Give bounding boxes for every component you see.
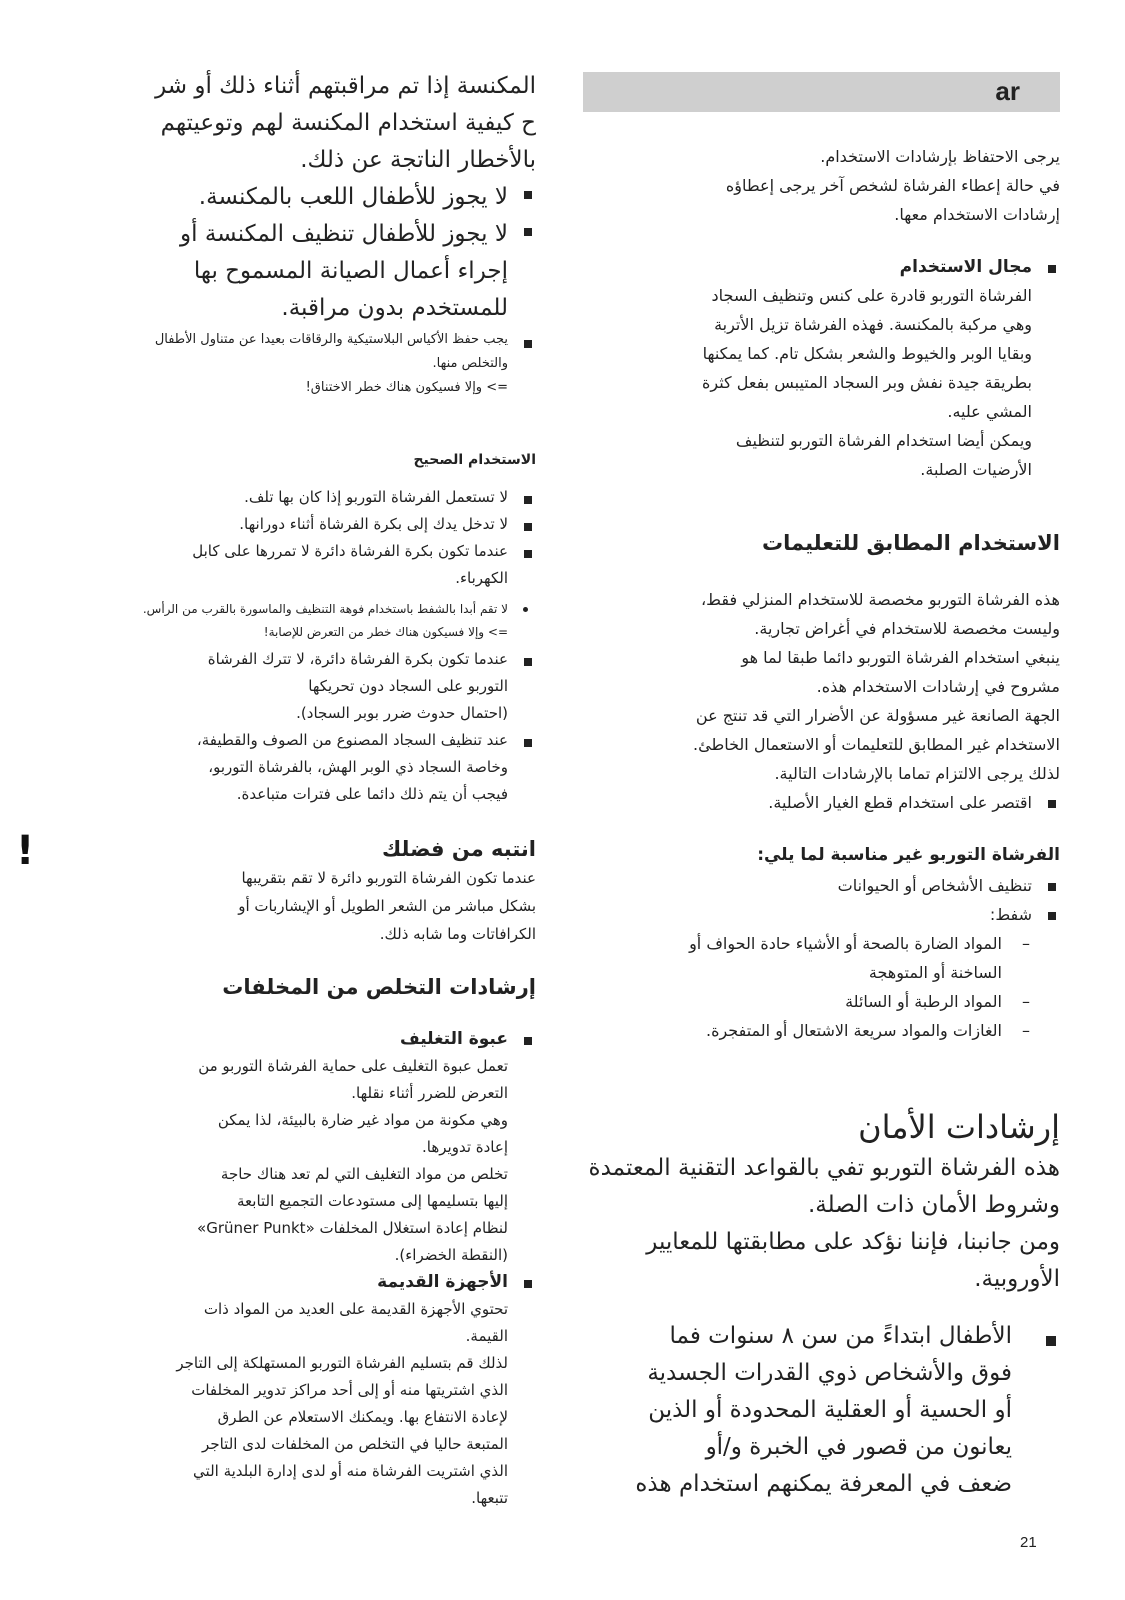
text-line: الذي اشتريت الفرشاة منه أو لدى إدارة البلدية التي [193,1462,508,1480]
text-line: إليها بتسليمها إلى مستودعات التجميع التابعة [237,1192,508,1210]
text-line: بشكل مباشر من الشعر الطويل أو الإيشاربات أو [238,897,536,915]
exclamation-icon: ! [16,828,35,874]
text-line: وبقايا الوبر والخيوط والشعر بشكل تام. كما يمكنها [702,344,1032,363]
packaging-text [60,1053,536,1269]
old-devices-text [60,1296,536,1512]
attention-section [16,828,536,948]
text-line: الفرشاة التوربو قادرة على كنس وتنظيف السجاد [711,286,1032,305]
text-line: الأطفال ابتداءً من سن ٨ سنوات فما [669,1323,1012,1349]
text-line: ينبغي استخدام الفرشاة التوربو دائما طبقا لما هو [741,648,1060,667]
bullet-item [60,538,536,592]
text-line: تعمل عبوة التغليف على حماية الفرشاة التوربو من [198,1057,508,1075]
text-line: الأوروبية. [974,1266,1060,1292]
correct-use-heading: الاستخدام الصحيح [413,452,536,468]
text-line: ضعف في المعرفة يمكنهم استخدام هذه [635,1471,1012,1497]
bullet-item [60,727,536,808]
text-line: التوربو على السجاد دون تحريكها [308,677,508,695]
text-line: عندما تكون بكرة الفرشاة دائرة، لا تترك الفرشاة [207,650,508,668]
language-code: ar [995,76,1020,106]
dash-item [583,929,1060,987]
text-line: فيجب أن يتم ذلك دائما على فترات متباعدة. [236,785,508,803]
text-line: إرشادات الاستخدام معها. [894,205,1060,224]
bullet-item [60,328,536,400]
old-devices-heading: الأجهزة القديمة [60,1268,536,1296]
bullet-item [60,646,536,727]
right-column [583,0,1060,1497]
text-line: وهي مكونة من مواد غير ضارة بالبيئة، لذا يمكن [217,1111,508,1129]
text-line: أو الحسية أو العقلية المحدودة أو الذين [648,1397,1012,1423]
text-line: لإعادة الانتفاع بها. ويمكنك الاستعلام عن الطرق [217,1408,508,1426]
proper-use-heading: الاستخدام المطابق للتعليمات [762,531,1060,555]
page-number: 21 [1020,1534,1037,1551]
text-line: المشي عليه. [947,402,1032,421]
safety-text [583,1150,1060,1298]
usage-scope-section [583,253,1060,484]
text-line: المتبعة حاليا في التخلص من المخلفات لدى التاجر [202,1435,508,1453]
bullet-item [60,216,536,327]
text-line: وخاصة السجاد ذي الوبر الهش، بالفرشاة التوربو، [208,758,508,776]
text-line: عندما تكون الفرشاة التوربو دائرة لا تقم بتقريبها [241,869,536,887]
packaging-heading: عبوة التغليف [60,1025,536,1053]
text-line: لا تقم أبدا بالشفط باستخدام فوهة التنظيف والماسورة بالقرب من الرأس. [142,602,508,616]
continuation-text [60,68,536,327]
text-line: الأرضيات الصلبة. [920,460,1032,479]
suction-note [60,598,536,644]
unsuitable-list [583,871,1060,1045]
text-line: بالأخطار الناتجة عن ذلك. [300,147,536,173]
safety-heading: إرشادات الأمان [858,1108,1060,1146]
attention-heading: انتبه من فضلك [381,837,536,861]
bullet-item: تنظيف الأشخاص أو الحيوانات [583,871,1060,900]
usage-scope-heading: مجال الاستخدام [583,253,1060,281]
usage-scope-text [583,281,1060,484]
proper-use-text [583,585,1060,817]
old-devices-section [60,1268,536,1512]
packaging-section [60,1025,536,1269]
warning-line: => وإلا فسيكون هناك خطر من التعرض للإصابة! [263,625,508,639]
text-line: لذلك قم بتسليم الفرشاة التوربو المستهلكة إلى التاجر [176,1354,508,1372]
text-line: عندما تكون بكرة الفرشاة دائرة لا تمررها على كابل [192,542,508,560]
text-line: تتبعها. [471,1489,508,1507]
text-line: وهي مركبة بالمكنسة. فهذه الفرشاة تزيل الأتربة [714,315,1032,334]
attention-text [60,864,536,948]
text-line: (النقطة الخضراء). [394,1246,508,1264]
text-line: مشروح في إرشادات الاستخدام هذه. [816,677,1060,696]
dash-item: – الغازات والمواد سريعة الاشتعال أو المتفجرة. [583,1016,1060,1045]
text-line: في حالة إعطاء الفرشاة لشخص آخر يرجى إعطاؤه [725,176,1060,195]
text-line: الكهرباء. [455,569,508,587]
text-line: إعادة تدويرها. [422,1138,508,1156]
text-line: بطريقة جيدة نفش وبر السجاد المتيبس بفعل كثرة [702,373,1032,392]
text-line: تحتوي الأجهزة القديمة على العديد من المواد ذات [203,1300,508,1318]
warning-line: => وإلا فسيكون هناك خطر الاختناق! [305,380,508,395]
text-line: القيمة. [465,1327,508,1345]
children-bullet [583,1318,1060,1503]
bullet-item: اقتصر على استخدام قطع الغيار الأصلية. [583,788,1060,817]
text-line: الكرافاتات وما شابه ذلك. [379,925,536,943]
correct-use-list [60,484,536,808]
text-line: الجهة الصانعة غير مسؤولة عن الأضرار التي قد تنتج عن [695,706,1060,725]
text-line: الذي اشتريتها منه أو إلى أحد مراكز تدوير المخلفات [191,1381,508,1399]
text-line: لذلك يرجى الالتزام تماما بالإرشادات التالية. [774,764,1060,783]
text-line: هذه الفرشاة التوربو تفي بالقواعد التقنية المعتمدة [588,1155,1060,1181]
text-line: الاستخدام غير المطابق للتعليمات أو الاستعمال الخاطئ. [693,735,1060,754]
text-line: – المواد الضارة بالصحة أو الأشياء حادة الحواف أو [689,934,1002,953]
text-line: إجراء أعمال الصيانة المسموح بها [193,258,508,284]
intro-paragraph [583,142,1060,229]
text-line: تخلص من مواد التغليف التي لم تعد هناك حاجة [220,1165,508,1183]
text-line: هذه الفرشاة التوربو مخصصة للاستخدام المنزلي فقط، [701,590,1060,609]
text-line: ح كيفية استخدام المكنسة لهم وتوعيتهم [160,110,536,136]
text-line: والتخلص منها. [432,356,508,371]
dash-item: – المواد الرطبة أو السائلة [583,987,1060,1016]
text-line: ويمكن أيضا استخدام الفرشاة التوربو لتنظيف [735,431,1032,450]
text-line: يرجى الاحتفاظ بإرشادات الاستخدام. [820,147,1060,166]
bullet-item: لا يجوز للأطفال اللعب بالمكنسة. [60,179,536,216]
text-line: وليست مخصصة للاستخدام في أغراض تجارية. [754,619,1060,638]
text-line: الساخنة أو المتوهجة [868,963,1002,982]
text-line: المكنسة إذا تم مراقبتهم أثناء ذلك أو شر [155,73,536,99]
text-line: ومن جانبنا، فإننا نؤكد على مطابقتها للمعايير [646,1229,1060,1255]
text-line: يعانون من قصور في الخبرة و/أو [705,1434,1012,1460]
text-line: فوق والأشخاص ذوي القدرات الجسدية [647,1360,1012,1386]
text-line: وشروط الأمان ذات الصلة. [808,1192,1060,1218]
disposal-heading: إرشادات التخلص من المخلفات [222,975,536,999]
text-line: التعرض للضرر أثناء نقلها. [351,1084,508,1102]
text-line: لنظام إعادة استغلال المخلفات «Grüner Punkt» [197,1219,508,1237]
text-line: يجب حفظ الأكياس البلاستيكية والرقاقات بعيدا عن متناول الأطفال [154,332,508,347]
text-line: للمستخدم بدون مراقبة. [281,295,508,321]
bullet-item: لا تستعمل الفرشاة التوربو إذا كان بها تلف. [60,484,536,511]
text-line: لا يجوز للأطفال تنظيف المكنسة أو [180,221,508,247]
bullet-item: لا تدخل يدك إلى بكرة الفرشاة أثناء دورانها. [60,511,536,538]
text-line: (احتمال حدوث ضرر بوبر السجاد). [296,704,508,722]
plastic-bags-warning [60,328,536,400]
unsuitable-heading: الفرشاة التوربو غير مناسبة لما يلي: [757,845,1060,865]
bullet-item: شفط: [583,900,1060,929]
text-line: عند تنظيف السجاد المصنوع من الصوف والقطيفة، [196,731,508,749]
